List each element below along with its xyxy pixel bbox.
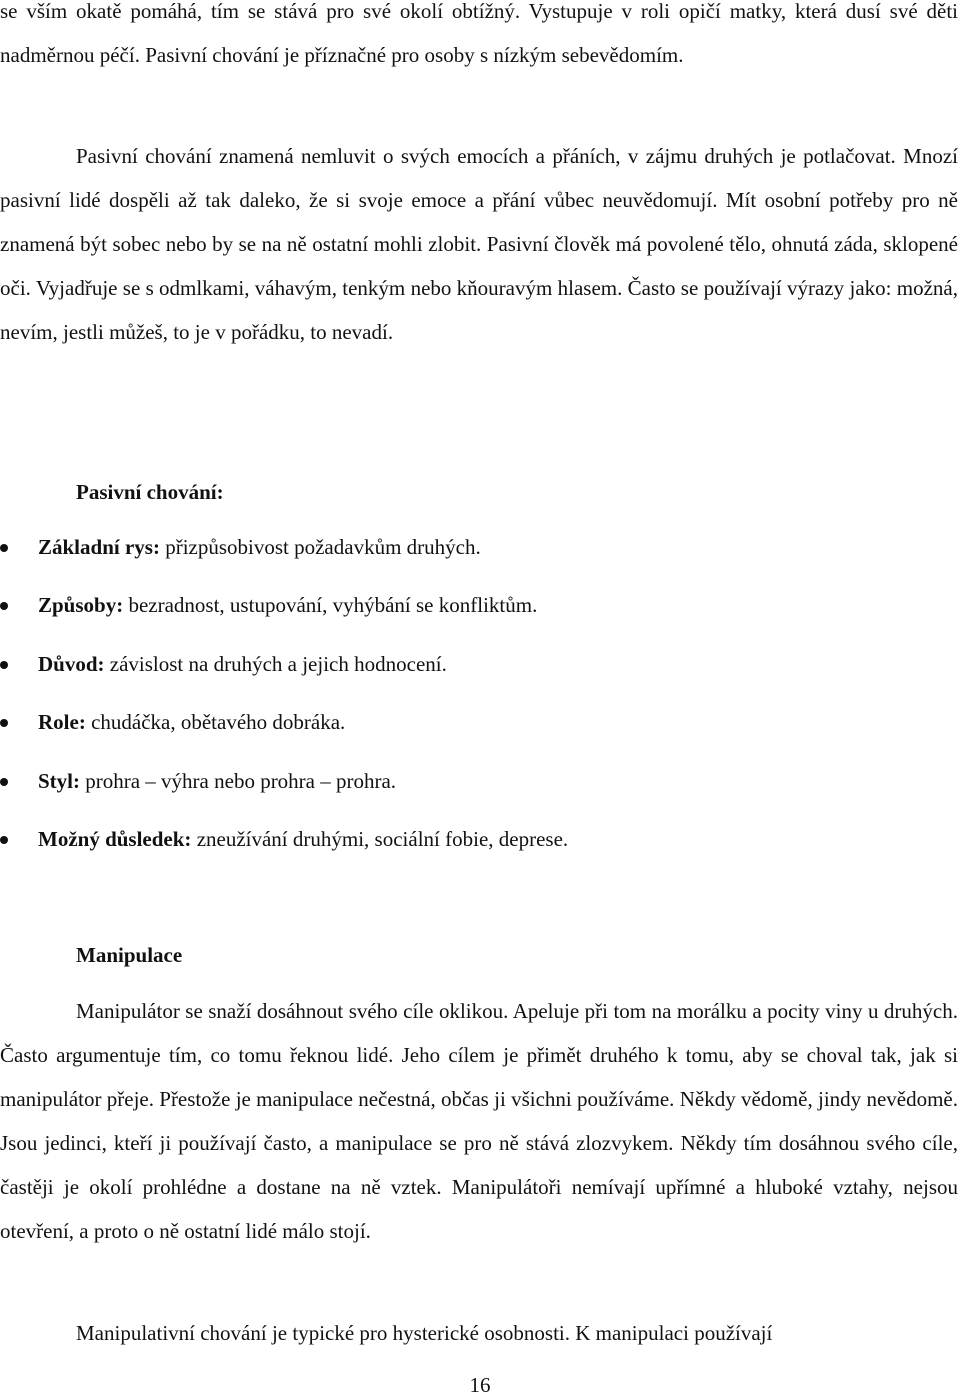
- list-item-label: Důvod:: [38, 651, 105, 676]
- list-item-text: bezradnost, ustupování, vyhýbání se konfliktům.: [123, 593, 538, 618]
- bullet-icon: [0, 836, 8, 844]
- list-item-label: Způsoby:: [38, 593, 124, 618]
- paragraph-manipulation-continuation: Manipulativní chování je typické pro hysterické osobnosti. K manipulaci používají: [76, 1321, 773, 1345]
- bullet-icon: [0, 719, 8, 727]
- bullet-icon: [0, 544, 8, 552]
- heading-passive-behavior: Pasivní chování:: [76, 480, 224, 504]
- list-item-label: Role:: [38, 710, 86, 735]
- bullet-icon: [0, 778, 8, 786]
- bullet-icon: [0, 602, 8, 610]
- paragraph-intro-continuation: se vším okatě pomáhá, tím se stává pro své okolí obtížný. Vystupuje v roli opičí matky, která dusí své děti nadměrnou péčí. Pasivní chování je příznačné pro osoby s nízkým sebevědomím.: [0, 0, 958, 67]
- list-item-label: Styl:: [38, 768, 80, 793]
- list-item: [0, 647, 958, 705]
- paragraph-passive-description: Pasivní chování znamená nemluvit o svých emocích a přáních, v zájmu druhých je potlačovat. Mnozí pasivní lidé dospěli až tak daleko, že si svoje emoce a přání vůbec neuvědomují. Mít osobní potřeby pro ně znamená být sobec nebo by se na ně ostatní mohli zlobit. Pasivní člověk má povolené tělo, ohnutá záda, sklopené oči. Vyjadřuje se s odmlkami, váhavým, tenkým nebo kňouravým hlasem. Často se používají výrazy jako: možná, nevím, jestli můžeš, to je v pořádku, to nevadí.: [0, 144, 958, 344]
- list-item-label: Možný důsledek:: [38, 826, 192, 851]
- list-item: [0, 530, 958, 588]
- list-item-text: chudáčka, obětavého dobráka.: [85, 710, 346, 735]
- list-item-text: zneužívání druhými, sociální fobie, deprese.: [191, 826, 569, 851]
- list-item: [0, 705, 958, 763]
- page-number: 16: [469, 1373, 491, 1397]
- list-item: [0, 822, 958, 880]
- list-item-text: závislost na druhých a jejich hodnocení.: [104, 651, 447, 676]
- list-item-text: přizpůsobivost požadavkům druhých.: [159, 535, 481, 559]
- list-item: [0, 764, 958, 822]
- passive-behavior-list: [0, 530, 958, 880]
- heading-manipulation: Manipulace: [76, 943, 183, 967]
- bullet-icon: [0, 661, 8, 669]
- list-item-text: prohra – výhra nebo prohra – prohra.: [80, 768, 397, 793]
- paragraph-manipulation-description: Manipulátor se snaží dosáhnout svého cíle oklikou. Apeluje při tom na morálku a pocity viny u druhých. Často argumentuje tím, co tomu řeknou lidé. Jeho cílem je přimět druhého k tomu, aby se choval tak, jak si manipulátor přeje. Přestože je manipulace nečestná, občas ji všichni používáme. Někdy vědomě, jindy nevědomě. Jsou jedinci, kteří ji používají často, a manipulace se pro ně stává zlozvykem. Někdy tím dosáhnou svého cíle, častěji je okolí prohlédne a dostane na ně vztek. Manipulátoři nemívají upřímné a hluboké vztahy, nejsou otevření, a proto o ně ostatní lidé málo stojí.: [0, 999, 958, 1243]
- list-item: [0, 588, 958, 646]
- list-item-label: Základní rys:: [38, 535, 160, 559]
